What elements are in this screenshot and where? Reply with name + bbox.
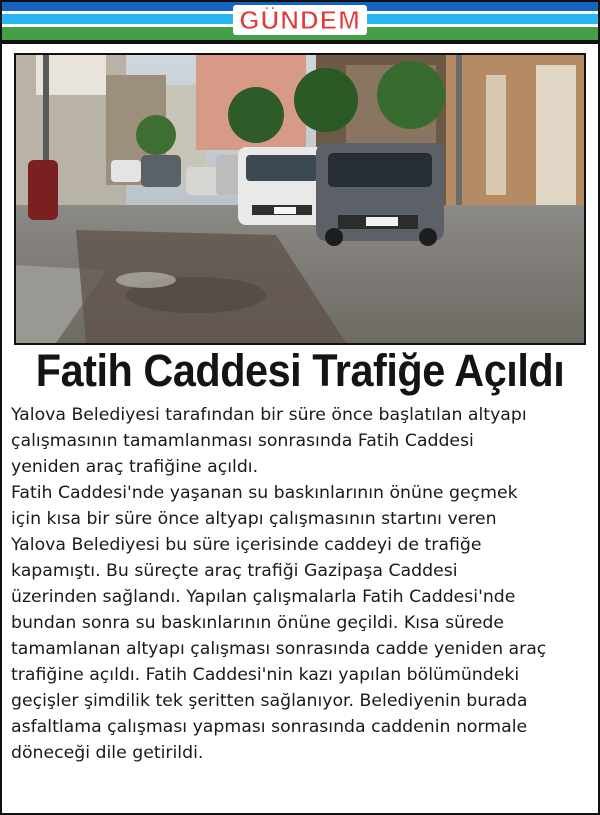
article-photo	[14, 53, 586, 345]
header-stripe-dark	[2, 40, 598, 44]
section-label: GÜNDEM	[233, 5, 367, 35]
article-paragraph: Fatih Caddesi'nde yaşanan su baskınlarının önüne geçmek için kısa bir süre önce altyapı çalışmasının startını veren Yalova Belediyesi bu süre içerisinde caddeyi de trafiğe kapamıştı. Bu süreçte araç trafiği Gazipaşa Caddesi üzerinden sağlandı. Yapılan çalışmalarla Fatih Caddesi'nde bundan sonra su baskınlarının önüne geçildi. Kısa sürede tamamlanan altyapı çalışması sonrasında cadde yeniden araç trafiğine açıldı. Fatih Caddesi'nin kazı yapılan bölümündeki geçişler şimdilik tek şeritten sağlanıyor. Belediyenin burada asfaltlama çalışması yapması sonrasında caddenin normale döneceği dile getirildi.	[11, 483, 547, 763]
article-paragraph: Yalova Belediyesi tarafından bir süre önce başlatılan altyapı çalışmasının tamamlanması sonrasında Fatih Caddesi yeniden araç trafiğine açıldı.	[11, 405, 527, 477]
article-title: Fatih Caddesi Trafiğe Açıldı	[35, 345, 565, 396]
street-photo-illustration	[16, 55, 584, 343]
section-title	[2, 5, 598, 36]
section-header	[2, 2, 598, 44]
article-body	[11, 402, 595, 766]
